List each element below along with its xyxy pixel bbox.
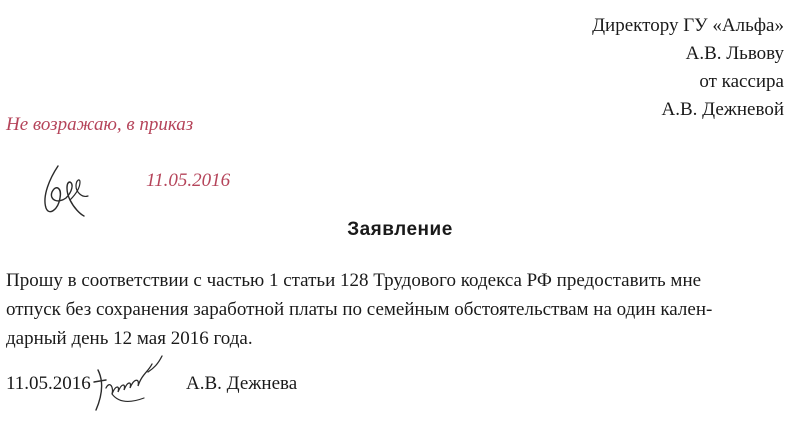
addressee-name: А.В. Львову bbox=[685, 43, 784, 64]
sender-name: А.В. Дежневой bbox=[661, 99, 784, 120]
body-line-3: дарный день 12 мая 2016 года. bbox=[6, 328, 253, 349]
applicant-name: А.В. Дежнева bbox=[186, 373, 298, 394]
signature-date: 11.05.2016 bbox=[6, 373, 91, 394]
resolution-date: 11.05.2016 bbox=[146, 170, 231, 191]
body-line-2: отпуск без сохранения заработной платы по семейным обстоятельствам на один кален- bbox=[6, 299, 713, 320]
sender-position: от кассира bbox=[699, 71, 784, 92]
addressee-block bbox=[592, 12, 784, 124]
body-line-1: Прошу в соответствии с частью 1 статьи 128 Трудового кодекса РФ предоставить мне bbox=[6, 270, 702, 291]
addressee-position: Директору ГУ «Альфа» bbox=[592, 15, 784, 36]
resolution-text: Не возражаю, в приказ bbox=[6, 114, 194, 135]
resolution-signature bbox=[36, 158, 106, 220]
document-body bbox=[6, 266, 792, 353]
applicant-signature bbox=[88, 352, 168, 418]
document-title: Заявление bbox=[347, 219, 453, 240]
